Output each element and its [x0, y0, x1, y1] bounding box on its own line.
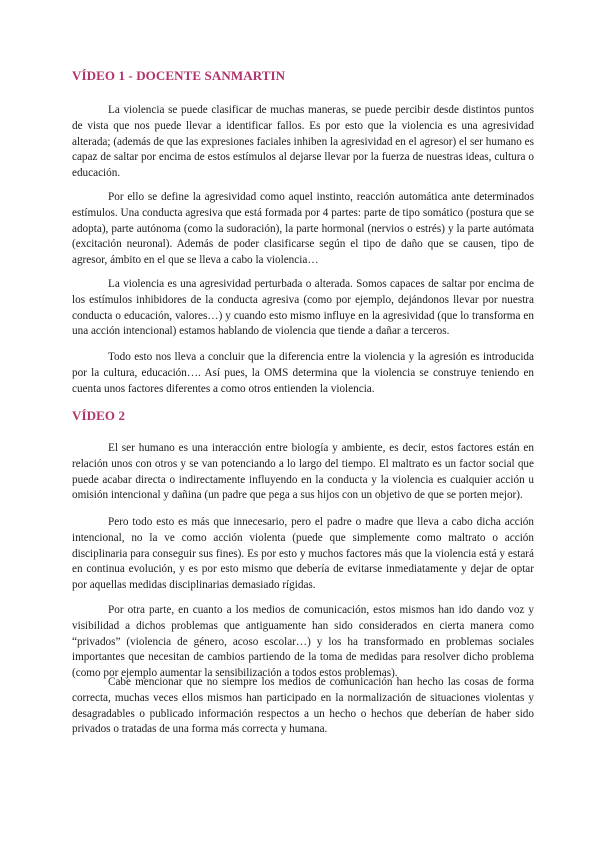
video1-paragraph-3: La violencia es una agresividad perturbada o alterada. Somos capaces de saltar por encima de los estímulos inhibidores de la conducta agresiva (como por ejemplo, dejándonos llevar por nuestra conducta o educación, valores…) y cuando esto mismo influye en la agresividad (que lo transforma en una acción intencional) estamos hablando de violencia que tiende a dañar a terceros.	[72, 278, 534, 338]
video2-paragraph-4: Cabe mencionar que no siempre los medios de comunicación han hecho las cosas de forma correcta, muchas veces ellos mismos han participado en la normalización de situaciones violentas y desagradables o publicado información respectos a un hecho o hechos que deberían de haber sido privados o tratadas de una forma más correcta y humana.	[72, 676, 534, 736]
video1-paragraph-4: Todo esto nos lleva a concluir que la diferencia entre la violencia y la agresión es introducida por la cultura, educación…. Así pues, la OMS determina que la violencia se construye teniendo en cuenta unos factores diferentes a como otros entienden la violencia.	[72, 351, 534, 395]
heading-video-1: VÍDEO 1 - DOCENTE SANMARTIN	[72, 68, 286, 83]
video2-paragraph-1: El ser humano es una interacción entre biología y ambiente, es decir, estos factores están en relación unos con otros y se van potenciando a lo largo del tiempo. El maltrato es un factor social que puede acabar directa o indirectamente influyendo en la conducta y la violencia es cualquier acción u omisión intencional y dañina (un padre que pega a sus hijos con un objetivo de que se porten mejor).	[72, 442, 534, 502]
video2-paragraph-2: Pero todo esto es más que innecesario, pero el padre o madre que lleva a cabo dicha acción intencional, no la ve como acción violenta (puede que simplemente como maltrato o acción disciplinaria para conseguir sus fines). Es por esto y muchos factores más que la violencia está y estará en continua evolución, y es por esto mismo que debería de evitarse inmediatamente y dejar de optar por aquellas medidas disciplinarias demasiado rígidas.	[72, 516, 534, 592]
heading-video-2: VÍDEO 2	[72, 408, 126, 423]
video1-paragraph-1: La violencia se puede clasificar de muchas maneras, se puede percibir desde distintos puntos de vista que nos puede llevar a identificar fallos. Es por esto que la violencia es una agresividad alterada; (además de que las expresiones faciales inhiben la agresividad en el agresor) el ser humano es capaz de saltar por encima de estos estímulos al dejarse llevar por la fuerza de nuestras ideas, cultura o educación.	[72, 104, 534, 180]
video1-paragraph-2: Por ello se define la agresividad como aquel instinto, reacción automática ante determinados estímulos. Una conducta agresiva que está formada por 4 partes: parte de tipo somático (postura que se adopta), parte autónoma (como la sudoración), la parte hormonal (nervios o estrés) y la parte autómata (excitación neuronal). Además de poder clasificarse según el tipo de daño que se causen, tipo de agresor, ámbito en el que se lleva a cabo la violencia…	[72, 191, 534, 267]
video2-paragraph-3: Por otra parte, en cuanto a los medios de comunicación, estos mismos han ido dando voz y visibilidad a dichos problemas que antiguamente han sido considerados en cierta manera como “privados” (violencia de género, acoso escolar…) y los ha transformado en problemas sociales importantes que necesitan de cambios partiendo de la toma de medidas para resolver dicho problema (como por ejemplo aumentar la sensibilización a todos estos problemas).	[72, 604, 534, 680]
